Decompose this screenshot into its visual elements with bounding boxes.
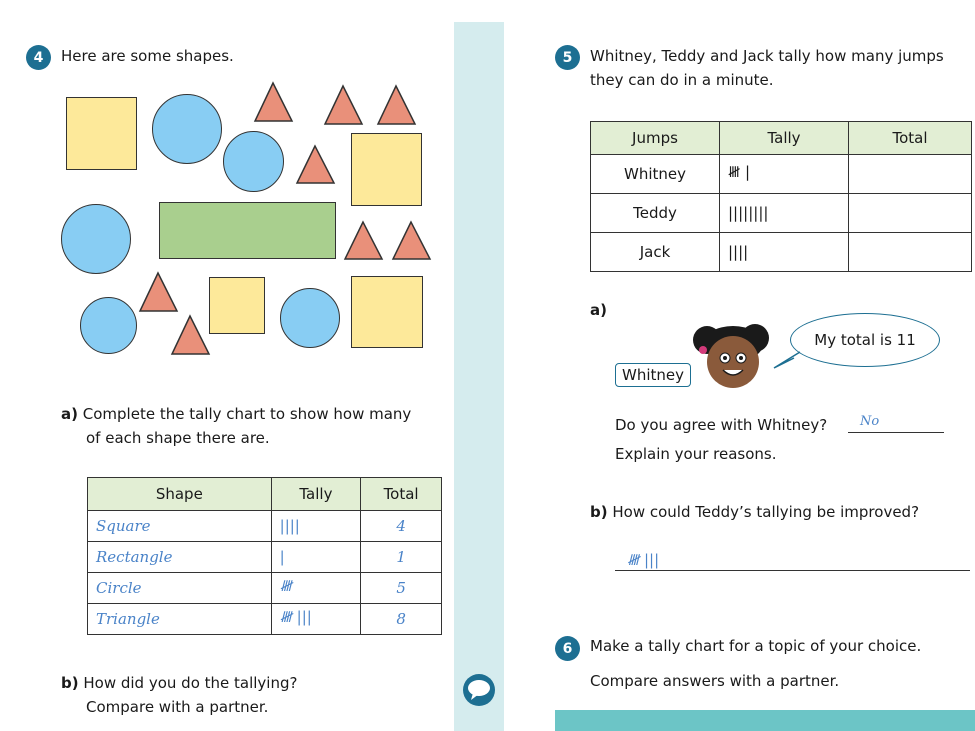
tally-cell[interactable]: 𝍸 |||	[271, 604, 361, 635]
total-cell[interactable]	[849, 233, 972, 272]
tally-cell[interactable]: 𝍸	[271, 573, 361, 604]
question-5b-question: How could Teddy’s tallying be improved?	[612, 503, 920, 521]
tally-cell[interactable]: ||||	[271, 511, 361, 542]
part-label: a)	[61, 405, 78, 423]
page-spine	[454, 22, 504, 731]
table-row	[591, 194, 972, 233]
tally-cell: ||||||||	[720, 194, 849, 233]
part-label: b)	[61, 674, 79, 692]
name-cell: Whitney	[591, 155, 720, 194]
triangles-layer	[0, 0, 454, 380]
table-row	[88, 573, 442, 604]
question-4-badge: 4	[26, 45, 51, 70]
question-5-badge: 5	[555, 45, 580, 70]
column-header-total: Total	[361, 478, 442, 511]
question-6-line2: Compare answers with a partner.	[590, 672, 840, 690]
character-name-label: Whitney	[615, 363, 691, 387]
jumps-tally-table	[590, 121, 972, 272]
triangle-shape	[378, 86, 415, 124]
agree-question: Do you agree with Whitney?	[615, 416, 828, 434]
name-cell: Jack	[591, 233, 720, 272]
table-row	[591, 233, 972, 272]
table-row	[88, 542, 442, 573]
column-header-total: Total	[849, 122, 972, 155]
question-4b-line2: Compare with a partner.	[86, 698, 269, 716]
discussion-bubble-icon	[461, 672, 497, 708]
column-header-jumps: Jumps	[591, 122, 720, 155]
total-cell[interactable]: 4	[361, 511, 442, 542]
tally-cell: 𝍸 |	[720, 155, 849, 194]
triangle-shape	[297, 146, 334, 183]
total-cell[interactable]	[849, 155, 972, 194]
column-header-tally: Tally	[720, 122, 849, 155]
shape-name-cell[interactable]: Square	[88, 511, 272, 542]
column-header-shape: Shape	[88, 478, 272, 511]
question-4a-line1: Complete the tally chart to show how many	[82, 405, 412, 423]
triangle-shape	[172, 316, 209, 354]
explain-prompt: Explain your reasons.	[615, 445, 777, 463]
question-5-prompt-line1: Whitney, Teddy and Jack tally how many jumps	[590, 47, 944, 65]
question-5-prompt-line2: they can do in a minute.	[590, 71, 774, 89]
speech-text: My total is 11	[814, 331, 916, 349]
triangle-shape	[140, 273, 177, 311]
question-4-prompt: Here are some shapes.	[61, 47, 234, 65]
total-cell[interactable]: 8	[361, 604, 442, 635]
total-cell[interactable]: 1	[361, 542, 442, 573]
shape-name-cell[interactable]: Circle	[88, 573, 272, 604]
shape-tally-table	[87, 477, 442, 635]
question-5a-label: a)	[590, 301, 607, 319]
triangle-shape	[393, 222, 430, 259]
speech-bubble	[790, 313, 940, 367]
triangle-shape	[345, 222, 382, 259]
table-row	[88, 604, 442, 635]
question-6-badge: 6	[555, 636, 580, 661]
tally-cell: ||||	[720, 233, 849, 272]
question-4b-text	[61, 671, 297, 695]
improvement-answer-field[interactable]	[615, 548, 970, 571]
shape-name-cell[interactable]: Rectangle	[88, 542, 272, 573]
improvement-answer: 𝍸 |||	[627, 551, 660, 569]
tally-cell[interactable]: |	[271, 542, 361, 573]
speech-bubble-tail	[772, 350, 802, 372]
agree-answer: No	[860, 414, 880, 429]
name-cell: Teddy	[591, 194, 720, 233]
table-row	[88, 511, 442, 542]
question-5b-text	[590, 500, 919, 524]
triangle-shape	[325, 86, 362, 124]
shape-name-cell[interactable]: Triangle	[88, 604, 272, 635]
triangle-shape	[255, 83, 292, 121]
column-header-tally: Tally	[271, 478, 361, 511]
answer-area-bar	[555, 710, 975, 731]
total-cell[interactable]	[849, 194, 972, 233]
question-4b-line1: How did you do the tallying?	[83, 674, 298, 692]
girl-character-icon	[685, 322, 777, 392]
question-4a-text	[61, 402, 411, 426]
question-6-line1: Make a tally chart for a topic of your choice.	[590, 637, 922, 655]
question-4a-line2: of each shape there are.	[86, 429, 270, 447]
agree-answer-field[interactable]	[848, 408, 944, 433]
part-label: b)	[590, 503, 608, 521]
table-row	[591, 155, 972, 194]
total-cell[interactable]: 5	[361, 573, 442, 604]
